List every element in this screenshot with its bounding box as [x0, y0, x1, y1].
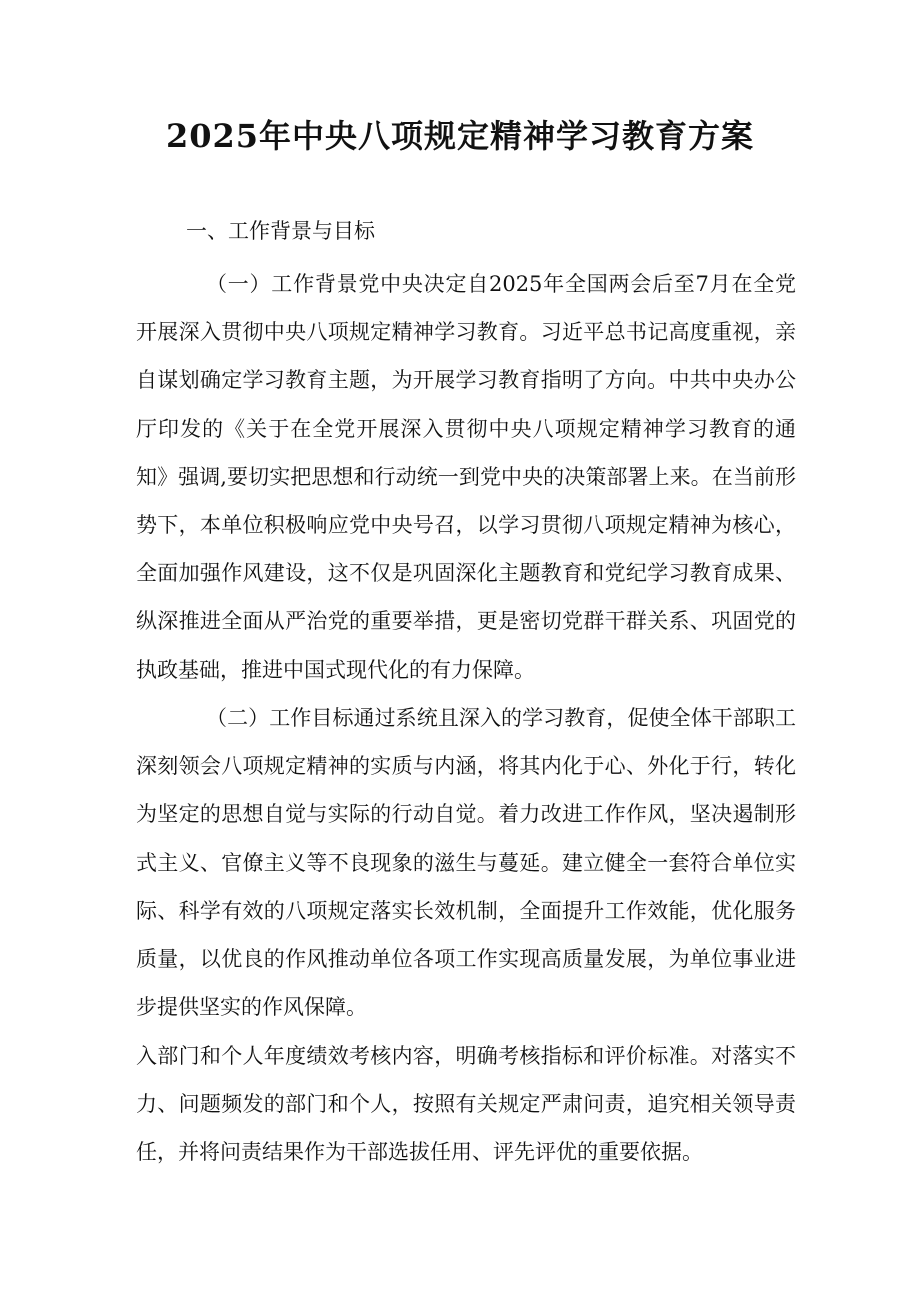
section-heading: 一、工作背景与目标: [186, 219, 375, 243]
paragraph-background: （一）工作背景党中央决定自2025年全国两会后至7月在全党开展深入贯彻中央八项规定精神学习教育。习近平总书记高度重视，亲自谋划确定学习教育主题，为开展学习教育指明了方向。中共中央办公厅印发的《关于在全党开展深入贯彻中央八项规定精神学习教育的通知》强调,要切实把思想和行动统一到党中央的决策部署上来。在当前形势下，本单位积极响应党中央号召，以学习贯彻八项规定精神为核心，全面加强作风建设，这不仅是巩固深化主题教育和党纪学习教育成果、纵深推进全面从严治党的重要举措，更是密切党群干群关系、巩固党的执政基础，推进中国式现代化的有力保障。: [136, 272, 796, 682]
paragraph-accountability: 入部门和个人年度绩效考核内容，明确考核指标和评价标准。对落实不力、问题频发的部门和个人，按照有关规定严肃问责，追究相关领导责任，并将问责结果作为干部选拔任用、评先评优的重要依据。: [136, 1044, 796, 1165]
document-title: 2025年中央八项规定精神学习教育方案: [165, 117, 755, 155]
paragraph-goals: （二）工作目标通过系统且深入的学习教育，促使全体干部职工深刻领会八项规定精神的实质与内涵，将其内化于心、外化于行，转化为坚定的思想自觉与实际的行动自觉。着力改进工作作风，坚决遏制形式主义、官僚主义等不良现象的滋生与蔓延。建立健全一套符合单位实际、科学有效的八项规定落实长效机制，全面提升工作效能，优化服务质量，以优良的作风推动单位各项工作实现高质量发展，为单位事业进步提供坚实的作风保障。: [136, 706, 796, 1020]
